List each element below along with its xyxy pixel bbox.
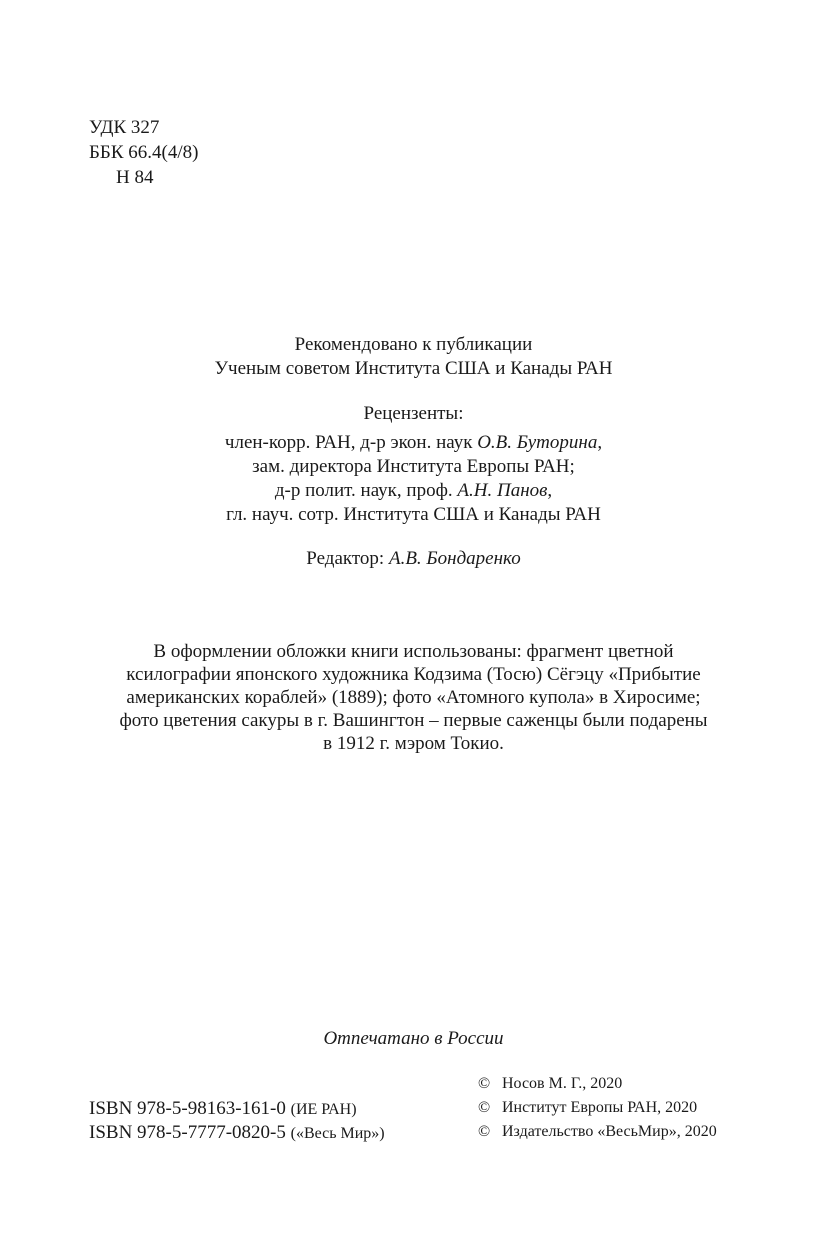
copyright-holder: Носов М. Г., 2020	[502, 1075, 623, 1092]
reviewer-1-name: О.В. Буторина	[477, 432, 598, 453]
editor-label: Редактор:	[306, 548, 389, 569]
reviewer-1	[0, 431, 827, 455]
copyright-line	[478, 1072, 717, 1096]
editor-line	[0, 547, 827, 571]
cover-note-line: В оформлении обложки книги использованы: фрагмент цветной	[153, 641, 674, 662]
editor-name: А.В. Бондаренко	[388, 548, 521, 569]
cover-note-line: фото цветения сакуры в г. Вашингтон – первые саженцы были подарены	[119, 710, 708, 731]
cover-note-line: в 1912 г. мэром Токио.	[323, 733, 504, 754]
printed-in-text: Отпечатано в России	[323, 1028, 504, 1049]
isbn-publisher: (ИЕ РАН)	[290, 1101, 357, 1118]
reviewer-2-punct: ,	[547, 480, 553, 501]
copyright-list	[478, 1072, 717, 1144]
editor-credit	[0, 547, 827, 571]
udk-code: УДК 327	[89, 117, 160, 138]
cover-note	[0, 640, 827, 755]
isbn-list	[89, 1097, 385, 1145]
copyright-icon: ©	[478, 1075, 491, 1092]
isbn-line	[89, 1097, 385, 1121]
library-classification	[89, 115, 198, 190]
recommendation-line-2: Ученым советом Института США и Канады РАН	[214, 358, 613, 379]
reviewer-2-title: д-р полит. наук, проф.	[274, 480, 458, 501]
copyright-icon: ©	[478, 1123, 491, 1140]
copyright-holder: Институт Европы РАН, 2020	[502, 1099, 698, 1116]
reviewers-heading	[0, 402, 827, 426]
copyright-holder: Издательство «ВесьМир», 2020	[502, 1123, 717, 1140]
bbk-code: ББК 66.4(4/8)	[89, 142, 199, 163]
reviewers-title: Рецензенты:	[363, 403, 464, 424]
isbn-number: ISBN 978-5-98163-161-0	[89, 1098, 286, 1119]
isbn-line	[89, 1121, 385, 1145]
copyright-icon: ©	[478, 1099, 491, 1116]
reviewer-1-punct: ,	[597, 432, 603, 453]
reviewer-2-name: А.Н. Панов	[457, 480, 548, 501]
cover-note-line: ксилографии японского художника Кодзима (Тосю) Сёгэцу «Прибытие	[126, 664, 701, 685]
isbn-publisher: («Весь Мир»)	[290, 1125, 385, 1142]
cover-note-line: американских кораблей» (1889); фото «Атомного купола» в Хиросиме;	[126, 687, 701, 708]
copyright-line	[478, 1120, 717, 1144]
reviewer-1-title: член-корр. РАН, д-р экон. наук	[224, 432, 478, 453]
recommendation-line-1: Рекомендовано к публикации	[294, 334, 533, 355]
reviewer-2-position: гл. науч. сотр. Института США и Канады РАН	[226, 504, 601, 525]
printed-in	[0, 1027, 827, 1051]
recommendation	[0, 333, 827, 381]
isbn-number: ISBN 978-5-7777-0820-5	[89, 1122, 286, 1143]
reviewer-1-position: зам. директора Института Европы РАН;	[252, 456, 575, 477]
copyright-line	[478, 1096, 717, 1120]
reviewer-2	[0, 479, 827, 503]
author-mark: Н 84	[116, 167, 154, 188]
reviewers-list	[0, 431, 827, 527]
